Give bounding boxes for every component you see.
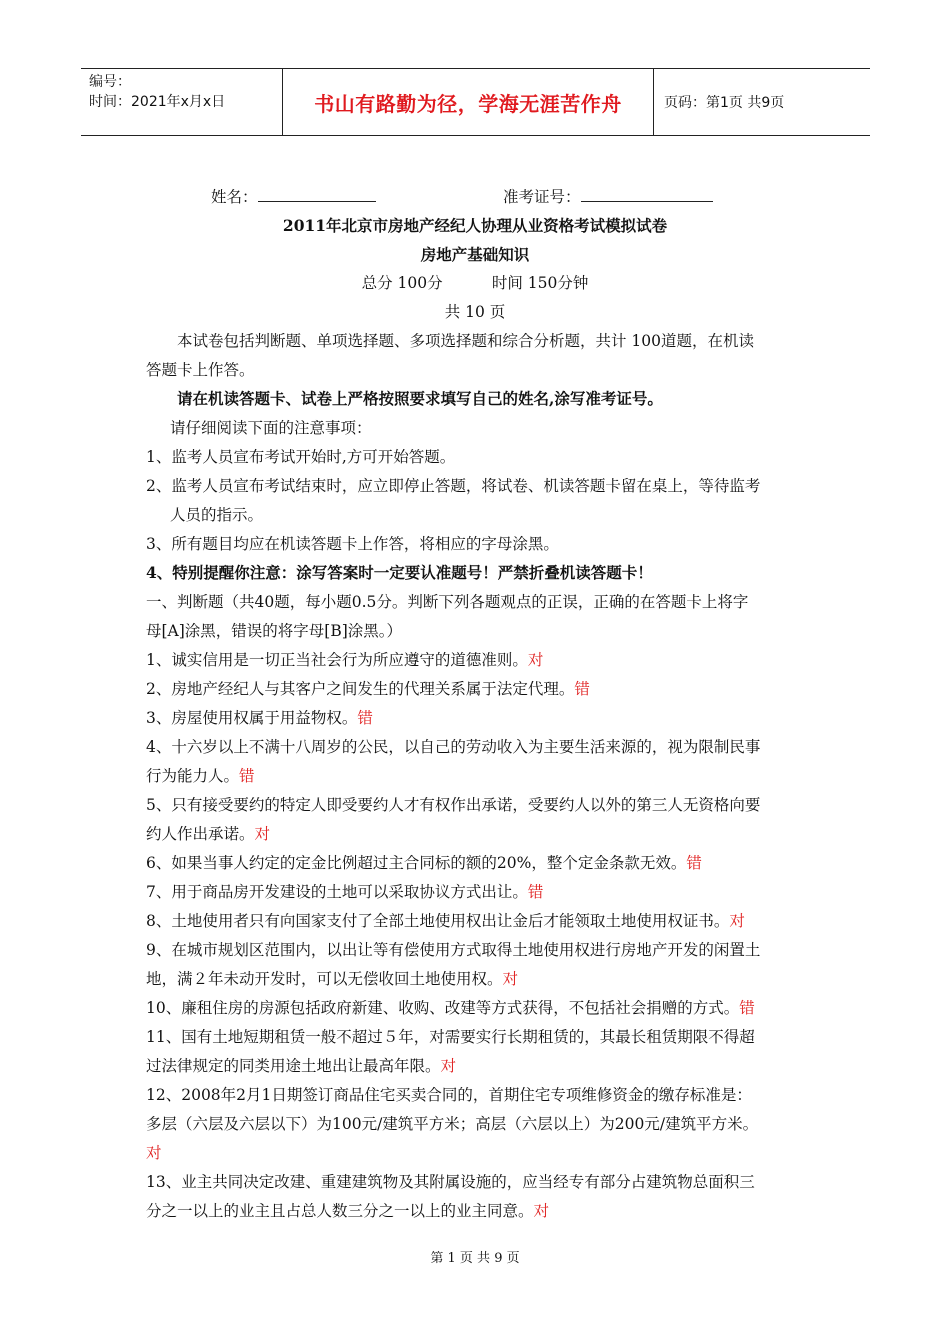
question-11-line-1: 11、国有土地短期租赁一般不超过５年，对需要实行长期租赁的，其最长租赁期限不得超 [146,1028,755,1046]
section-1-heading: 一、判断题（共40题，每小题0.5分。判断下列各题观点的正误，正确的在答题卡上将字 [146,593,749,611]
question-text: 分之一以上的业主且占总人数三分之一以上的业主同意。 [146,1202,534,1220]
question-text: 6、如果当事人约定的定金比例超过主合同标的额的20%，整个定金条款无效。 [146,854,687,872]
question-8 [146,911,745,931]
question-6 [146,853,702,873]
answer-mark: 对 [440,1057,457,1075]
question-13-line-1: 13、业主共同决定改建、重建建筑物及其附属设施的，应当经专有部分占建筑物总面积三 [146,1173,755,1191]
question-5-line-1: 5、只有接受要约的特定人即受要约人才有权作出承诺，受要约人以外的第三人无资格向要 [146,796,761,814]
code-label: 编号： [89,74,131,90]
read-notice: 请仔细阅读下面的注意事项： [170,419,372,437]
question-2 [146,679,590,699]
question-10 [146,998,755,1018]
question-5-line-2 [146,824,270,844]
header-page-info: 页码：第1页 共9页 [664,95,785,111]
question-7 [146,882,543,902]
exam-id-blank [581,187,713,202]
note-2-line-1: 2、监考人员宣布考试结束时，应立即停止答题，将试卷、机读答题卡留在桌上，等待监考 [146,477,761,495]
question-text: 8、土地使用者只有向国家支付了全部土地使用权出让金后才能领取土地使用权证书。 [146,912,730,930]
total-pages: 共 10 页 [444,303,506,321]
note-1: 1、监考人员宣布考试开始时,方可开始答题。 [146,448,456,466]
name-field [211,187,376,207]
score-time: 总分 100分 时间 150分钟 [361,274,589,292]
exam-id-field [503,187,713,207]
page-footer: 第 1 页 共 9 页 [430,1251,520,1266]
question-12-answer: 对 [146,1144,162,1162]
header-meta [81,69,282,135]
note-4: 4、特别提醒你注意：涂写答案时一定要认准题号！严禁折叠机读答题卡！ [146,563,653,582]
exam-title: 2011年北京市房地产经纪人协理从业资格考试模拟试卷 [282,216,668,235]
answer-mark: 错 [739,999,755,1017]
answer-mark: 错 [686,854,702,872]
question-text: 10、廉租住房的房源包括政府新建、收购、改建等方式获得，不包括社会捐赠的方式。 [146,999,740,1017]
answer-mark: 对 [533,1202,550,1220]
page-header [81,68,870,136]
exam-id-label: 准考证号： [503,188,581,206]
answer-mark: 错 [527,883,544,901]
question-text: 7、用于商品房开发建设的土地可以采取协议方式出让。 [146,883,528,901]
question-3 [146,708,373,728]
question-12-line-2: 多层（六层及六层以下）为100元/建筑平方米；高层（六层以上）为200元/建筑平方米。 [146,1115,759,1133]
answer-mark: 错 [239,767,255,785]
name-label: 姓名： [211,188,258,206]
answer-mark: 对 [502,970,519,988]
note-3: 3、所有题目均应在机读答题卡上作答，将相应的字母涂黑。 [146,535,559,553]
question-4-line-2 [146,766,255,786]
answer-mark: 错 [357,709,373,727]
section-1-heading-cont: 母[A]涂黑，错误的将字母[B]涂黑。） [146,622,403,640]
name-blank [258,187,376,202]
question-4-line-1: 4、十六岁以上不满十八周岁的公民，以自己的劳动收入为主要生活来源的，视为限制民事 [146,738,761,756]
question-12-line-1: 12、2008年2月1日期签订商品住宅买卖合同的，首期住宅专项维修资金的缴存标准是： [146,1086,752,1104]
answer-mark: 错 [574,680,590,698]
note-2-line-2: 人员的指示。 [170,506,264,524]
intro-line-1: 本试卷包括判断题、单项选择题、多项选择题和综合分析题，共计 100道题，在机读 [177,332,755,350]
bold-notice: 请在机读答题卡、试卷上严格按照要求填写自己的姓名,涂写准考证号。 [177,389,663,408]
question-9-line-1: 9、在城市规划区范围内，以出让等有偿使用方式取得土地使用权进行房地产开发的闲置土 [146,941,761,959]
intro-line-2: 答题卡上作答。 [146,361,255,379]
question-text: 过法律规定的同类用途土地出让最高年限。 [146,1057,441,1075]
question-1 [146,650,543,670]
answer-mark: 对 [254,825,271,843]
exam-subtitle: 房地产基础知识 [420,245,530,264]
answer-mark: 对 [527,651,544,669]
question-text: 行为能力人。 [146,767,240,785]
question-11-line-2 [146,1056,456,1076]
question-text: 3、房屋使用权属于用益物权。 [146,709,358,727]
question-text: 约人作出承诺。 [146,825,255,843]
question-9-line-2 [146,969,518,989]
question-text: 2、房地产经纪人与其客户之间发生的代理关系属于法定代理。 [146,680,575,698]
header-motto: 书山有路勤为径，学海无涯苦作舟 [282,69,654,135]
question-13-line-2 [146,1201,549,1221]
time-label: 时间：2021年x月x日 [89,94,226,110]
answer-mark: 对 [729,912,745,930]
question-text: 1、诚实信用是一切正当社会行为所应遵守的道德准则。 [146,651,528,669]
question-text: 地，满２年未动开发时，可以无偿收回土地使用权。 [146,970,503,988]
